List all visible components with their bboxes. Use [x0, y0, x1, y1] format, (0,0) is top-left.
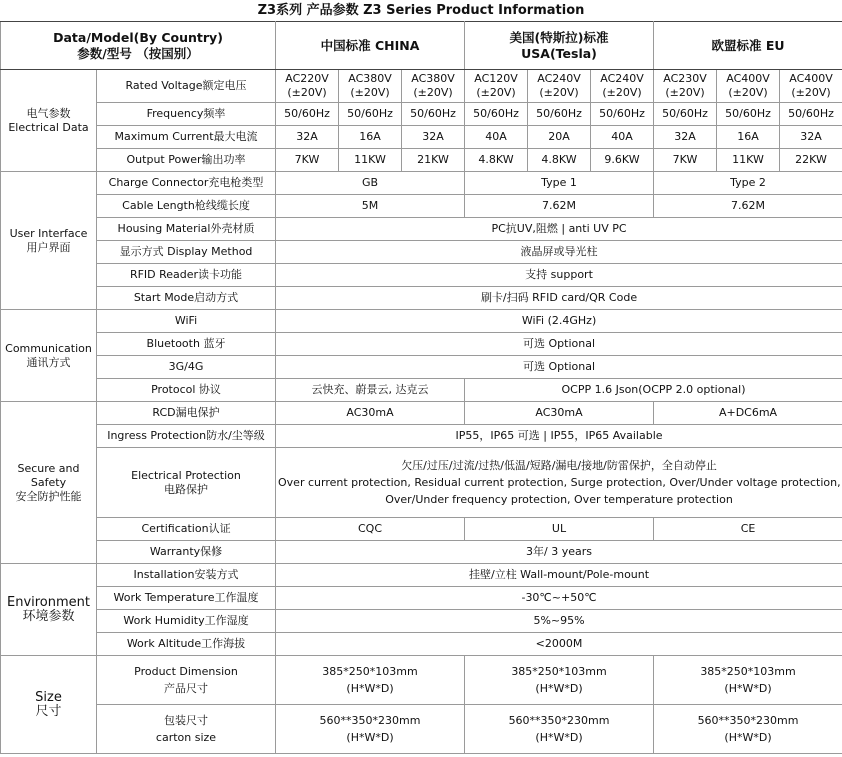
rfid-value: 支持 support — [276, 264, 842, 287]
current-cell: 32A — [654, 126, 717, 149]
row-bluetooth — [1, 333, 842, 356]
carton-size-eu: 560**350*230mm (H*W*D) — [654, 705, 842, 754]
frequency-cell: 50/60Hz — [528, 103, 591, 126]
row-installation — [1, 564, 842, 587]
label-rfid-reader: RFID Reader读卡功能 — [97, 264, 276, 287]
row-rfid-reader — [1, 264, 842, 287]
header-row — [1, 22, 842, 70]
current-cell: 16A — [717, 126, 780, 149]
group-user-interface: User Interface 用户界面 — [1, 172, 97, 310]
start-value: 刷卡/扫码 RFID card/QR Code — [276, 287, 842, 310]
protocol-china: 云快充、蔚景云, 达克云 — [276, 379, 465, 402]
label-cable-length: Cable Length枪线缆长度 — [97, 195, 276, 218]
row-product-dimension — [1, 656, 842, 705]
row-warranty — [1, 541, 842, 564]
row-display-method — [1, 241, 842, 264]
ingress-value: IP55，IP65 可选 | IP55，IP65 Available — [276, 425, 842, 448]
label-output-power: Output Power输出功率 — [97, 149, 276, 172]
product-dimension-china: 385*250*103mm (H*W*D) — [276, 656, 465, 705]
label-max-current: Maximum Current最大电流 — [97, 126, 276, 149]
current-cell: 32A — [402, 126, 465, 149]
label-wifi: WiFi — [97, 310, 276, 333]
frequency-cell: 50/60Hz — [276, 103, 339, 126]
row-ingress-protection — [1, 425, 842, 448]
current-cell: 40A — [591, 126, 654, 149]
row-wifi — [1, 310, 842, 333]
row-charge-connector — [1, 172, 842, 195]
protection-value: 欠压/过压/过流/过热/低温/短路/漏电/接地/防雷保护，全自动停止 Over current protection, Residual current protection, Surge protection, Over/Under voltage protection, Over/Under frequency protection, Over temperature protection — [276, 448, 842, 518]
row-rated-voltage — [1, 70, 842, 103]
row-carton-size — [1, 705, 842, 754]
current-cell: 32A — [276, 126, 339, 149]
label-housing-material: Housing Material外壳材质 — [97, 218, 276, 241]
power-cell: 7KW — [276, 149, 339, 172]
cert-usa: UL — [465, 518, 654, 541]
voltage-cell: AC240V (±20V) — [591, 70, 654, 103]
frequency-cell: 50/60Hz — [402, 103, 465, 126]
label-certification: Certification认证 — [97, 518, 276, 541]
cert-eu: CE — [654, 518, 842, 541]
row-output-power — [1, 149, 842, 172]
altitude-value: <2000M — [276, 633, 842, 656]
usa-header: 美国(特斯拉)标准 USA(Tesla) — [465, 22, 654, 70]
bluetooth-value: 可选 Optional — [276, 333, 842, 356]
product-dimension-eu: 385*250*103mm (H*W*D) — [654, 656, 842, 705]
row-3g-4g — [1, 356, 842, 379]
cable-usa: 7.62M — [465, 195, 654, 218]
power-cell: 4.8KW — [465, 149, 528, 172]
row-protocol — [1, 379, 842, 402]
row-max-current — [1, 126, 842, 149]
label-frequency: Frequency频率 — [97, 103, 276, 126]
current-cell: 40A — [465, 126, 528, 149]
cert-china: CQC — [276, 518, 465, 541]
china-header: 中国标准 CHINA — [276, 22, 465, 70]
frequency-cell: 50/60Hz — [717, 103, 780, 126]
row-work-humidity — [1, 610, 842, 633]
voltage-cell: AC120V (±20V) — [465, 70, 528, 103]
display-value: 液晶屏或导光柱 — [276, 241, 842, 264]
label-electrical-protection: Electrical Protection 电路保护 — [97, 448, 276, 518]
voltage-cell: AC380V (±20V) — [339, 70, 402, 103]
label-3g-4g: 3G/4G — [97, 356, 276, 379]
rcd-usa: AC30mA — [465, 402, 654, 425]
label-ingress-protection: Ingress Protection防水/尘等级 — [97, 425, 276, 448]
label-work-humidity: Work Humidity工作湿度 — [97, 610, 276, 633]
voltage-cell: AC220V (±20V) — [276, 70, 339, 103]
row-work-temperature — [1, 587, 842, 610]
corner-header: Data/Model(By Country) 参数/型号 （按国别） — [1, 22, 276, 70]
power-cell: 21KW — [402, 149, 465, 172]
current-cell: 20A — [528, 126, 591, 149]
label-work-altitude: Work Altitude工作海拔 — [97, 633, 276, 656]
installation-value: 挂壁/立柱 Wall-mount/Pole-mount — [276, 564, 842, 587]
current-cell: 16A — [339, 126, 402, 149]
group-secure-safety: Secure and Safety 安全防护性能 — [1, 402, 97, 564]
connector-eu: Type 2 — [654, 172, 842, 195]
cable-china: 5M — [276, 195, 465, 218]
humidity-value: 5%~95% — [276, 610, 842, 633]
row-start-mode — [1, 287, 842, 310]
housing-value: PC抗UV,阻燃 | anti UV PC — [276, 218, 842, 241]
power-cell: 22KW — [780, 149, 842, 172]
power-cell: 11KW — [717, 149, 780, 172]
frequency-cell: 50/60Hz — [591, 103, 654, 126]
connector-china: GB — [276, 172, 465, 195]
warranty-value: 3年/ 3 years — [276, 541, 842, 564]
cable-eu: 7.62M — [654, 195, 842, 218]
label-installation: Installation安装方式 — [97, 564, 276, 587]
row-housing-material — [1, 218, 842, 241]
row-certification — [1, 518, 842, 541]
label-rated-voltage: Rated Voltage额定电压 — [97, 70, 276, 103]
row-rcd — [1, 402, 842, 425]
label-warranty: Warranty保修 — [97, 541, 276, 564]
carton-size-usa: 560**350*230mm (H*W*D) — [465, 705, 654, 754]
voltage-cell: AC240V (±20V) — [528, 70, 591, 103]
label-protocol: Protocol 协议 — [97, 379, 276, 402]
label-display-method: 显示方式 Display Method — [97, 241, 276, 264]
rcd-eu: A+DC6mA — [654, 402, 842, 425]
group-communication: Communication 通讯方式 — [1, 310, 97, 402]
row-work-altitude — [1, 633, 842, 656]
frequency-cell: 50/60Hz — [465, 103, 528, 126]
group-electrical: 电气参数 Electrical Data — [1, 70, 97, 172]
voltage-cell: AC400V (±20V) — [780, 70, 842, 103]
group-environment: Environment 环境参数 — [1, 564, 97, 656]
mobile-value: 可选 Optional — [276, 356, 842, 379]
label-carton-size: 包装尺寸 carton size — [97, 705, 276, 754]
label-bluetooth: Bluetooth 蓝牙 — [97, 333, 276, 356]
protocol-other: OCPP 1.6 Json(OCPP 2.0 optional) — [465, 379, 842, 402]
power-cell: 7KW — [654, 149, 717, 172]
frequency-cell: 50/60Hz — [339, 103, 402, 126]
voltage-cell: AC230V (±20V) — [654, 70, 717, 103]
power-cell: 9.6KW — [591, 149, 654, 172]
product-dimension-usa: 385*250*103mm (H*W*D) — [465, 656, 654, 705]
label-rcd: RCD漏电保护 — [97, 402, 276, 425]
connector-usa: Type 1 — [465, 172, 654, 195]
label-work-temperature: Work Temperature工作温度 — [97, 587, 276, 610]
label-product-dimension: Product Dimension 产品尺寸 — [97, 656, 276, 705]
eu-header: 欧盟标准 EU — [654, 22, 842, 70]
carton-size-china: 560**350*230mm (H*W*D) — [276, 705, 465, 754]
wifi-value: WiFi (2.4GHz) — [276, 310, 842, 333]
label-charge-connector: Charge Connector充电枪类型 — [97, 172, 276, 195]
power-cell: 4.8KW — [528, 149, 591, 172]
power-cell: 11KW — [339, 149, 402, 172]
spec-table — [0, 21, 842, 754]
current-cell: 32A — [780, 126, 842, 149]
page-title: Z3系列 产品参数 Z3 Series Product Information — [257, 3, 585, 18]
frequency-cell: 50/60Hz — [780, 103, 842, 126]
label-start-mode: Start Mode启动方式 — [97, 287, 276, 310]
voltage-cell: AC380V (±20V) — [402, 70, 465, 103]
voltage-cell: AC400V (±20V) — [717, 70, 780, 103]
row-cable-length — [1, 195, 842, 218]
row-electrical-protection — [1, 448, 842, 518]
rcd-china: AC30mA — [276, 402, 465, 425]
frequency-cell: 50/60Hz — [654, 103, 717, 126]
group-size: Size 尺寸 — [1, 656, 97, 754]
row-frequency — [1, 103, 842, 126]
temperature-value: -30℃~+50℃ — [276, 587, 842, 610]
